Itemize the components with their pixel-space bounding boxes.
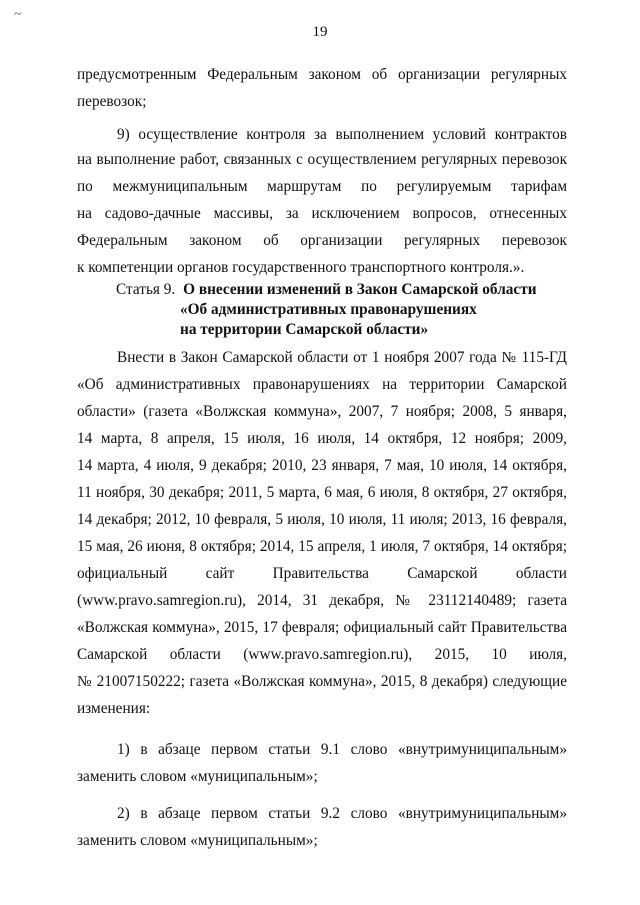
body-line: по межмуниципальным маршрутам по регулируемым тарифам xyxy=(77,178,567,195)
body-line: «Волжская коммуна», 2015, 17 февраля; официальный сайт Правительства xyxy=(77,619,567,636)
body-line: на садово-дачные массивы, за исключением вопросов, отнесенных xyxy=(77,205,567,222)
body-line: Самарской области (www.pravo.samregion.ru), 2015, 10 июля, xyxy=(77,646,567,663)
body-line: 2) в абзаце первом статьи 9.2 слово «внутримуниципальным» xyxy=(117,805,567,822)
body-line: перевозок; xyxy=(77,93,147,110)
body-line: заменить словом «муниципальным»; xyxy=(77,768,318,785)
body-line: области» (газета «Волжская коммуна», 2007, 7 ноября; 2008, 5 января, xyxy=(77,403,567,420)
body-line: Федеральным законом об организации регулярных перевозок xyxy=(77,232,567,249)
body-line: предусмотренным Федеральным законом об организации регулярных xyxy=(77,66,567,83)
article-heading-line-1 xyxy=(116,280,566,300)
body-line: 9) осуществление контроля за выполнением условий контрактов xyxy=(117,126,567,143)
body-line: заменить словом «муниципальным»; xyxy=(77,832,318,849)
body-line: на выполнение работ, связанных с осуществлением регулярных перевозок xyxy=(77,151,567,168)
article-title-line: О внесении изменений в Закон Самарской области xyxy=(183,281,537,298)
body-line: 14 марта, 8 апреля, 15 июля, 16 июля, 14 октября, 12 ноября; 2009, xyxy=(77,430,567,447)
page-number: 19 xyxy=(312,24,328,40)
article-title-line: на территории Самарской области» xyxy=(180,321,429,338)
body-line: № 21007150222; газета «Волжская коммуна», 2015, 8 декабря) следующие xyxy=(77,673,567,690)
article-title-line: «Об административных правонарушениях xyxy=(180,301,477,318)
body-line: «Об административных правонарушениях на территории Самарской xyxy=(77,376,567,393)
body-line: к компетенции органов государственного транспортного контроля.». xyxy=(77,259,525,276)
body-line: изменения: xyxy=(77,700,151,717)
body-line: 14 марта, 4 июля, 9 декабря; 2010, 23 января, 7 мая, 10 июля, 14 октября, xyxy=(77,457,567,474)
corner-mark: ~ xyxy=(14,7,22,22)
body-line: 15 мая, 26 июня, 8 октября; 2014, 15 апреля, 1 июля, 7 октября, 14 октября; xyxy=(77,538,567,555)
body-line: 1) в абзаце первом статьи 9.1 слово «внутримуниципальным» xyxy=(117,741,567,758)
body-line: 11 ноября, 30 декабря; 2011, 5 марта, 6 мая, 6 июля, 8 октября, 27 октября, xyxy=(77,484,567,501)
body-line: Внести в Закон Самарской области от 1 ноября 2007 года № 115-ГД xyxy=(117,349,567,366)
body-line: 14 декабря; 2012, 10 февраля, 5 июля, 10 июля, 11 июля; 2013, 16 февраля, xyxy=(77,511,567,528)
body-line: (www.pravo.samregion.ru), 2014, 31 декабря, № 23112140489; газета xyxy=(77,592,567,609)
body-line: официальный сайт Правительства Самарской области xyxy=(77,565,567,582)
article-label: Статья 9. xyxy=(116,281,176,298)
